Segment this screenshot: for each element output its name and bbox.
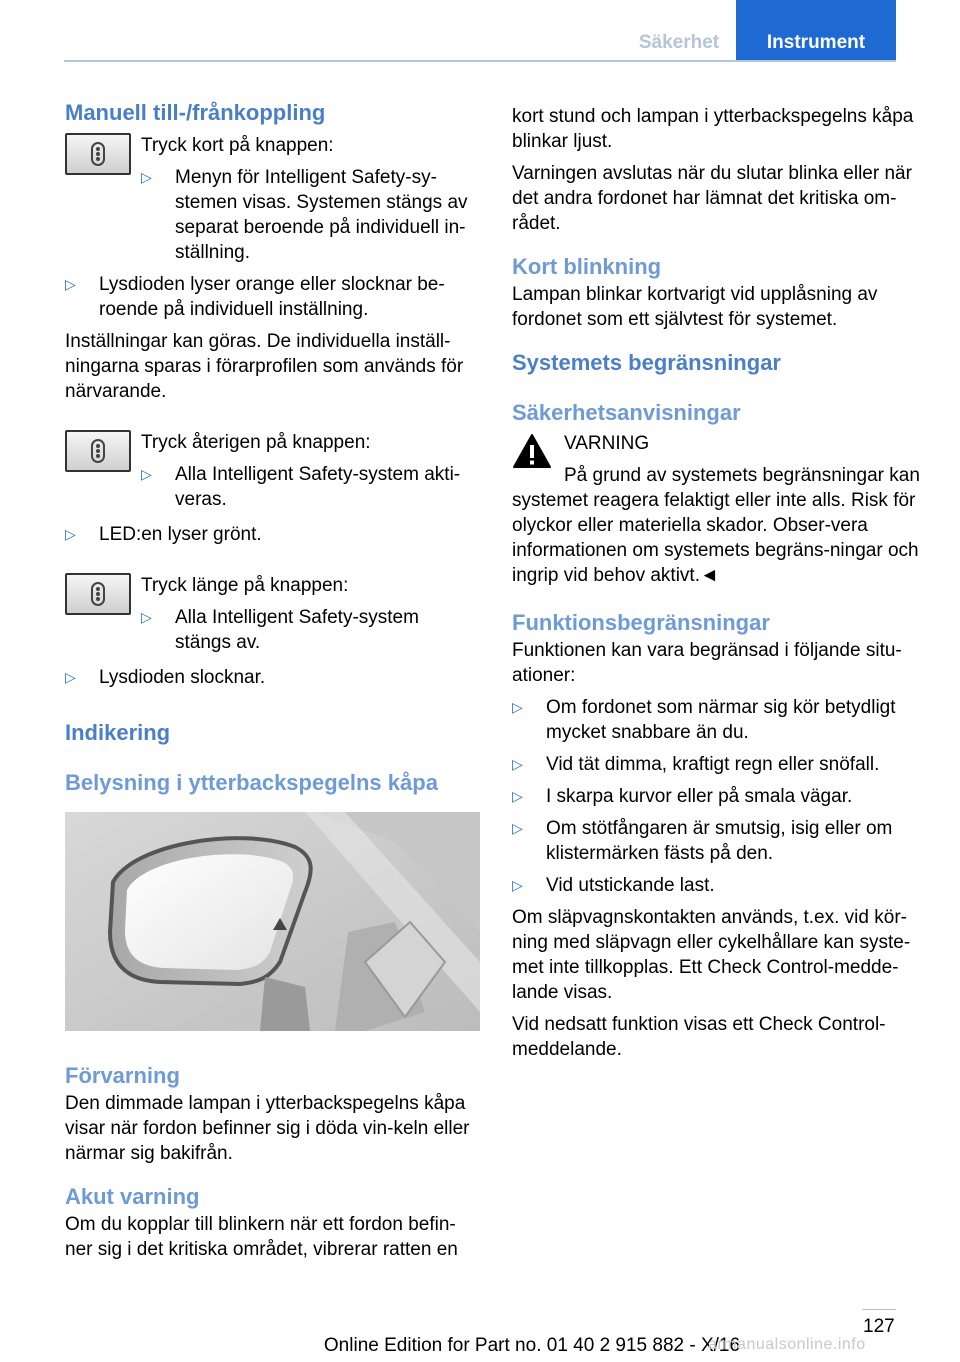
watermark: armanualsonline.info xyxy=(708,1336,866,1353)
settings-text: Inställningar kan göras. De individuella inställ-ningarna sparas i förarprofilen som används för närvarande. xyxy=(65,331,464,402)
triangle-right-icon: ▷ xyxy=(512,699,523,715)
list-item xyxy=(512,695,926,745)
press-again-text: Tryck återigen på knappen: xyxy=(141,432,371,453)
press-short-text: Tryck kort på knappen: xyxy=(141,135,334,156)
triangle-right-icon: ▷ xyxy=(512,820,523,836)
heading-limits: Systemets begränsningar xyxy=(512,350,781,375)
safety-button-icon xyxy=(65,430,131,472)
list-item-text: Alla Intelligent Safety-system akti-veras. xyxy=(175,464,461,510)
list-item-text: Vid tät dimma, kraftigt regn eller snöfall. xyxy=(546,754,880,775)
trailer-text: Om släpvagnskontakten används, t.ex. vid kör-ning med släpvagn eller cykelhållare kan syste-met inte tillkopplas. Ett Check Control-medde-lande visas. xyxy=(512,907,911,1003)
triangle-right-icon: ▷ xyxy=(512,877,523,893)
press-long-block xyxy=(65,573,478,665)
triangle-right-icon: ▷ xyxy=(65,526,76,542)
page-number: 127 xyxy=(863,1316,895,1337)
reduced-function-text: Vid nedsatt funktion visas ett Check Control-meddelande. xyxy=(512,1014,886,1060)
list-item xyxy=(512,784,926,809)
left-column xyxy=(65,98,478,1269)
acute-text: Om du kopplar till blinkern när ett fordon befin-ner sig i det kritiska området, vibrerar ratten en xyxy=(65,1214,458,1260)
press-long-text: Tryck länge på knappen: xyxy=(141,575,349,596)
press-short-block xyxy=(65,133,478,265)
list-item xyxy=(65,522,478,547)
header-chapter-tab xyxy=(736,0,896,62)
list-item-text: Om stötfångaren är smutsig, isig eller om klistermärken fästs på den. xyxy=(546,818,893,864)
triangle-right-icon: ▷ xyxy=(512,788,523,804)
safety-button-icon xyxy=(65,133,131,175)
heading-lighting: Belysning i ytterbackspegelns kåpa xyxy=(65,770,438,795)
triangle-right-icon: ▷ xyxy=(65,669,76,685)
list-item-text: Lysdioden slocknar. xyxy=(99,667,266,688)
list-item xyxy=(141,605,478,655)
list-item-text: Menyn för Intelligent Safety-sy-stemen visas. Systemen stängs av separat beroende på individuell in-ställning. xyxy=(175,167,468,263)
func-limits-text: Funktionen kan vara begränsad i följande situ-ationer: xyxy=(512,640,902,686)
list-item-text: Vid utstickande last. xyxy=(546,875,715,896)
triangle-right-icon: ▷ xyxy=(141,466,152,482)
mirror-illustration xyxy=(65,812,480,1031)
warning-block xyxy=(512,431,926,588)
list-item-text: Alla Intelligent Safety-system stängs av. xyxy=(175,607,419,653)
header-section-label: Säkerhet xyxy=(638,32,720,53)
heading-func-limits: Funktionsbegränsningar xyxy=(512,610,770,635)
heading-manual: Manuell till-/frånkoppling xyxy=(65,100,326,125)
continued-text: kort stund och lampan i ytterbackspegelns kåpa blinkar ljust. xyxy=(512,106,914,152)
short-blink-text: Lampan blinkar kortvarigt vid upplåsning av fordonet som ett självtest för systemet. xyxy=(512,284,878,330)
prewarning-text: Den dimmade lampan i ytterbackspegelns kåpa visar när fordon befinner sig i döda vin-keln eller närmar sig bakifrån. xyxy=(65,1093,470,1164)
triangle-right-icon: ▷ xyxy=(512,756,523,772)
safety-button-icon xyxy=(65,573,131,615)
heading-indication: Indikering xyxy=(65,720,171,745)
triangle-right-icon: ▷ xyxy=(141,609,152,625)
right-column xyxy=(512,104,926,1069)
list-item xyxy=(512,873,926,898)
list-item xyxy=(141,462,478,512)
heading-short-blink: Kort blinkning xyxy=(512,254,662,279)
header-rule xyxy=(64,60,896,62)
list-item xyxy=(512,816,926,866)
header-section-tab xyxy=(622,0,736,62)
list-item xyxy=(512,752,926,777)
heading-acute: Akut varning xyxy=(65,1184,200,1209)
list-item-text: I skarpa kurvor eller på smala vägar. xyxy=(546,786,853,807)
triangle-right-icon: ▷ xyxy=(141,169,152,185)
press-again-block xyxy=(65,430,478,522)
header-chapter-label: Instrument xyxy=(766,32,866,53)
edition-text: Online Edition for Part no. 01 40 2 915 882 - X/16 xyxy=(323,1335,741,1356)
warning-text: På grund av systemets begränsningar kan systemet reagera felaktigt eller inte alls. Risk för olyckor eller materiella skador. Obser-vera informationen om systemets begräns-ningar och ingrip vid behov aktivt.◄ xyxy=(512,465,920,586)
list-item-text: LED:en lyser grönt. xyxy=(99,524,262,545)
list-item xyxy=(141,165,478,265)
list-item xyxy=(65,665,478,690)
warning-end-text: Varningen avslutas när du slutar blinka eller när det andra fordonet har lämnat det kritiska om-rådet. xyxy=(512,163,912,234)
list-item xyxy=(65,272,478,322)
triangle-right-icon: ▷ xyxy=(65,276,76,292)
warning-title: VARNING xyxy=(564,433,650,454)
warning-triangle-icon xyxy=(512,433,552,469)
list-item-text: Lysdioden lyser orange eller slocknar be-roende på individuell inställning. xyxy=(99,274,445,320)
list-item-text: Om fordonet som närmar sig kör betydligt mycket snabbare än du. xyxy=(546,697,896,743)
page-header xyxy=(0,0,960,62)
heading-safety: Säkerhetsanvisningar xyxy=(512,400,741,425)
heading-prewarning: Förvarning xyxy=(65,1063,180,1088)
footer-rule xyxy=(862,1309,896,1310)
